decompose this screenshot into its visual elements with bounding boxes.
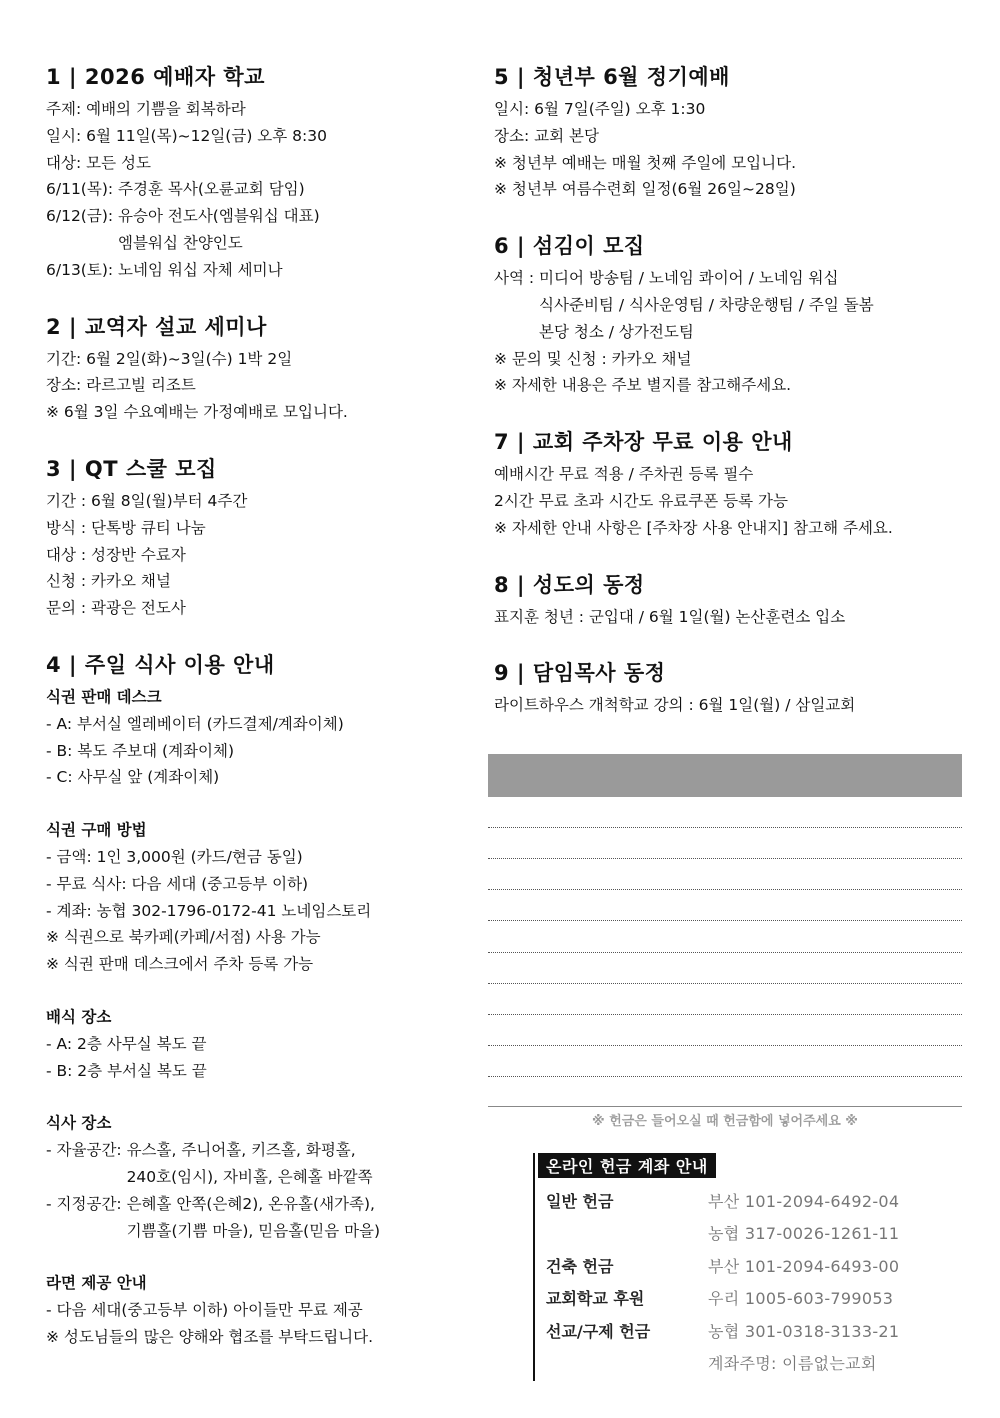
account-row [546, 1184, 899, 1217]
meal-place-item: 유스홀, 주니어홀, 키즈홀, 화평홀, [126, 1141, 356, 1160]
account-row [546, 1347, 899, 1380]
schedule-row [46, 203, 466, 257]
accounts-side-bar [533, 1153, 535, 1381]
account-number: 부산 101-2094-6492-04 [708, 1191, 900, 1211]
info-line: - C: 사무실 앞 (계좌이체) [46, 768, 220, 787]
subsection-title: 식권 구매 방법 [46, 821, 147, 840]
schedule-item: 노네임 워십 자체 세미나 [118, 260, 283, 279]
section-worship-school [46, 62, 466, 284]
meal-place-label: - 지정공간: [46, 1194, 127, 1213]
schedule-date: 6/13(토): [46, 260, 119, 279]
section-title: 3 | QT 스쿨 모집 [46, 456, 217, 481]
info-line: 장소: 라르고빌 리조트 [46, 376, 196, 395]
memo-line [488, 952, 962, 953]
info-line: ※ 성도님들의 많은 양해와 협조를 부탁드립니다. [46, 1327, 374, 1346]
section-title: 6 | 섬김이 모집 [494, 234, 645, 259]
schedule-row [46, 176, 466, 203]
schedule-item: 유승아 전도사(엠블워십 대표) [118, 207, 320, 226]
info-line: 주제: 예배의 기쁨을 회복하라 [46, 100, 246, 118]
account-number: 농협 301-0318-3133-21 [708, 1321, 900, 1341]
section-title: 2 | 교역자 설교 세미나 [46, 314, 267, 339]
account-row [546, 1217, 899, 1250]
info-line: 대상: 모든 성도 [46, 153, 151, 172]
info-line: - 무료 식사: 다음 세대 (중고등부 이하) [46, 874, 309, 893]
info-line: 표지훈 청년 : 군입대 / 6월 1일(월) 논산훈련소 입소 [494, 607, 846, 626]
memo-line [488, 983, 962, 984]
info-line: ※ 자세한 내용은 주보 별지를 참고해주세요. [494, 376, 792, 395]
account-number: 농협 317-0026-1261-11 [708, 1224, 900, 1244]
info-line: - 금액: 1인 3,000원 (카드/현금 동일) [46, 847, 303, 866]
section-pastor-news [494, 658, 964, 719]
account-label: 선교/구제 헌금 [546, 1321, 651, 1341]
info-line: ※ 식권으로 북카페(카페/서점) 사용 가능 [46, 928, 321, 947]
info-line: - 다음 세대(중고등부 이하) 아이들만 무료 제공 [46, 1301, 363, 1320]
info-line: 방식 : 단톡방 큐티 나눔 [46, 518, 206, 537]
schedule-date: 6/12(금): [46, 207, 119, 226]
memo-line [488, 1045, 962, 1046]
memo-header-bar [488, 754, 962, 797]
info-line: - B: 복도 주보대 (계좌이체) [46, 741, 235, 760]
left-column [46, 62, 466, 1351]
ministry-item: 식사준비팀 / 식사운영팀 / 차량운행팀 / 주일 돌봄 [539, 295, 874, 314]
account-label: 건축 헌금 [546, 1256, 614, 1276]
memo-line [488, 827, 962, 828]
right-column [494, 62, 964, 719]
meal-place-item: 기쁨홀(기쁨 마을), 믿음홀(믿음 마을) [126, 1221, 381, 1240]
section-sermon-seminar [46, 312, 466, 426]
info-line: ※ 문의 및 신청 : 카카오 채널 [494, 349, 692, 368]
ministry-row [494, 265, 964, 345]
section-title: 5 | 청년부 6월 정기예배 [494, 65, 730, 89]
meal-place-row [46, 1191, 466, 1245]
info-line: - A: 2층 사무실 복도 끝 [46, 1034, 207, 1053]
section-youth-worship [494, 62, 964, 203]
memo-line [488, 858, 962, 859]
info-line: 2시간 무료 초과 시간도 유료쿠폰 등록 가능 [494, 491, 788, 510]
meal-place-row [46, 1137, 466, 1191]
section-title: 9 | 담임목사 동정 [494, 661, 666, 686]
info-line: ※ 6월 3일 수요예배는 가정예배로 모입니다. [46, 403, 348, 422]
accounts-table [546, 1184, 899, 1379]
info-line: 일시: 6월 7일(주일) 오후 1:30 [494, 100, 706, 118]
info-line: 기간: 6월 2일(화)~3일(수) 1박 2일 [46, 349, 293, 368]
meal-place-label: - 자율공간: [46, 1141, 127, 1160]
info-line: 장소: 교회 본당 [494, 126, 599, 145]
info-line: 기간 : 6월 8일(월)부터 4주간 [46, 491, 248, 510]
memo-line [488, 889, 962, 890]
subsection-title: 식사 장소 [46, 1114, 112, 1133]
account-row [546, 1314, 899, 1347]
info-line: 문의 : 곽광은 전도사 [46, 599, 186, 618]
section-title: 4 | 주일 식사 이용 안내 [46, 652, 275, 677]
schedule-row [46, 257, 466, 284]
memo-line [488, 920, 962, 921]
section-parking [494, 427, 964, 541]
schedule-item: 주경훈 목사(오륜교회 담임) [118, 180, 305, 199]
account-row [546, 1282, 899, 1315]
info-line: 라이트하우스 개척학교 강의 : 6월 1일(월) / 삼일교회 [494, 696, 856, 715]
account-label: 일반 헌금 [546, 1191, 614, 1211]
section-title: 8 | 성도의 동정 [494, 572, 645, 597]
section-title: 1 | 2026 예배자 학교 [46, 65, 265, 89]
account-label: 교회학교 후원 [546, 1289, 645, 1309]
section-qt-school [46, 454, 466, 622]
section-volunteer-recruit [494, 231, 964, 399]
account-number: 우리 1005-603-799053 [708, 1289, 894, 1309]
schedule-item: 엠블워십 찬양인도 [118, 233, 243, 252]
info-line: 일시: 6월 11일(목)~12일(금) 오후 8:30 [46, 126, 327, 145]
account-number: 부산 101-2094-6493-00 [708, 1256, 900, 1276]
subsection-title: 배식 장소 [46, 1007, 112, 1026]
ministry-item: 본당 청소 / 상가전도팀 [539, 322, 694, 341]
subsection-title: 식권 판매 데스크 [46, 687, 162, 706]
section-sunday-meal [46, 650, 466, 1351]
schedule-date: 6/11(목): [46, 180, 119, 199]
memo-line [488, 1014, 962, 1015]
account-row [546, 1249, 899, 1282]
info-line: - 계좌: 농협 302-1796-0172-41 노네임스토리 [46, 901, 372, 920]
info-line: 대상 : 성장반 수료자 [46, 545, 186, 564]
subsection-title: 라면 제공 안내 [46, 1274, 147, 1293]
offering-note: ※ 헌금은 들어오실 때 헌금함에 넣어주세요 ※ [592, 1114, 858, 1129]
info-line: ※ 식권 판매 데스크에서 주차 등록 가능 [46, 955, 314, 974]
ministry-item: 미디어 방송팀 / 노네임 콰이어 / 노네임 워십 [539, 269, 839, 288]
info-line: ※ 청년부 여름수련회 일정(6월 26일~28일) [494, 180, 796, 199]
info-line: ※ 자세한 안내 사항은 [주차장 사용 안내지] 참고해 주세요. [494, 518, 893, 537]
account-holder: 계좌주명: 이름없는교회 [708, 1354, 877, 1374]
accounts-title: 온라인 헌금 계좌 안내 [538, 1153, 716, 1178]
memo-line [488, 1076, 962, 1077]
divider [488, 1106, 962, 1107]
info-line: ※ 청년부 예배는 매월 첫째 주일에 모입니다. [494, 153, 797, 172]
section-member-news [494, 570, 964, 631]
info-line: - A: 부서실 엘레베이터 (카드결제/계좌이체) [46, 714, 344, 733]
section-title: 7 | 교회 주차장 무료 이용 안내 [494, 430, 793, 455]
info-line: 예배시간 무료 적용 / 주차권 등록 필수 [494, 465, 754, 484]
ministry-label: 사역 : [494, 269, 540, 288]
info-line: 신청 : 카카오 채널 [46, 572, 171, 591]
info-line: - B: 2층 부서실 복도 끝 [46, 1061, 207, 1080]
meal-place-item: 240호(임시), 자비홀, 은혜홀 바깥쪽 [126, 1167, 373, 1186]
meal-place-item: 은혜홀 안쪽(은혜2), 온유홀(새가족), [126, 1194, 375, 1213]
